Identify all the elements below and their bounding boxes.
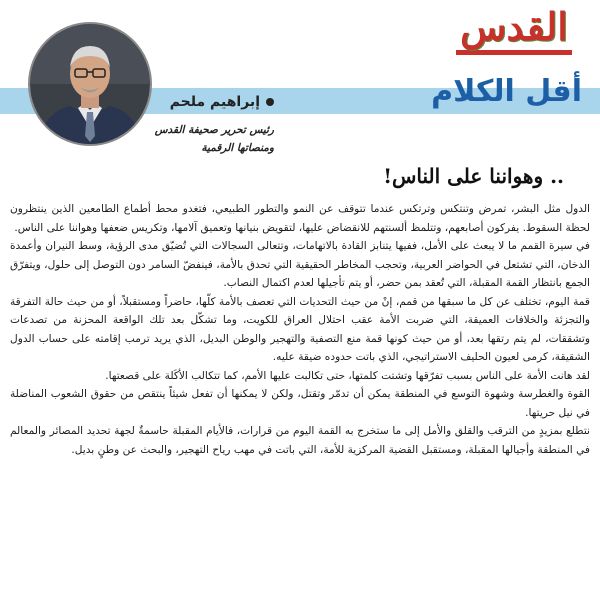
logo-underline [456, 50, 572, 55]
article-paragraph: القوة والغطرسة وشهوة التوسع في المنطقة يمكن أن تدمّر وتقتل، ولكن لا يمكنها أن تفعل شيئاً ينتقص من حقوق الشعوب المناضلة في نيل حريتها. [10, 388, 590, 419]
column-header [0, 0, 600, 154]
article-body [10, 200, 590, 600]
author-photo [28, 22, 152, 146]
article-paragraph: نتطلع بمزيدٍ من الترقب والقلق والأمل إلى ما ستخرج به القمة اليوم من قرارات، فالأيام المقبلة حاسمةٌ لجهة تحديد المصائر والمعالم في المنطقة وأجيالها المقبلة، ومستقبل القضية المركزية للأمة، التي باتت في مهب رياح التهجير، والبحث عن وطنٍ بديل. [10, 425, 590, 456]
newspaper-logo[interactable] [448, 4, 580, 62]
article-headline: .. وهواننا على الناس! [383, 164, 564, 188]
author-portrait-image [30, 24, 150, 144]
article-paragraph: في سيرة القمم ما لا يبعث على الأمل، ففيها يتنابز القادة بالاتهامات، وتتعالى السجالات التي تُضيّق مدى الرؤية، وسط النيران وأعمدة الدخان، التي تشتعل في الحواضر العربية، وتحجب المخاطر الحقيقية التي تحدق بالأمة، فينفضّ السامر دون التوصل إلى حلول، ويتفرّق الجمع بانتظار القمة المقبلة، التي تُعقد بمن حضر، أو يتم تأجيلها لعدم اكتمال النصاب. [10, 240, 590, 289]
newspaper-logo-text: القدس [460, 4, 568, 49]
column-title: أقل الكلام [431, 74, 582, 109]
author-name: إبراهيم ملحم [169, 94, 260, 110]
bullet-icon [266, 98, 274, 106]
article-paragraph: الدول مثل البشر، تمرض وتنتكس وترتكس عندما تتوقف عن النمو والتطور الطبيعي، فتغدو محط أطماع الطامعين الذين ينتظرون لحظة السقوط. يفركون أصابعهم، وتتلمظ ألسنتهم للانقضاض عليها، لتقويض بنيانها وتعميق آلامها، وتكريس ضعفها وهواننا على الناس. [10, 203, 590, 234]
article-paragraph: لقد هانت الأمة على الناس بسبب تفرّقها وتشتت كلمتها، حتى تكالبت عليها الأمم، كما تتكالب الأكَلة على قصعتها. [105, 369, 590, 382]
author-role: رئيس تحرير صحيفة القدس ومنصاتها الرقمية [154, 124, 274, 154]
article-paragraph: قمة اليوم، تختلف عن كل ما سبقها من قمم، إنْ من حيث التحديات التي تعصف بالأمة كلّها، حاضراً ومستقبلاً، أو من حيث حالة التفرقة والتجزئة والخلافات العميقة، التي ضربت الأمة عقب احتلال العراق للكويت، وما تشكّل بعد تلك الواقعة المحزنة من تصدعات وتشققات، لم يتم رتقها بعد، أو من حيث كونها قمة منع التصفية والتهجير والوطن البديل، الذي يريد ترمب إقامته على حساب الدول الشقيقة، كرمى لعيون الحليف الاستراتيجي، الذي باتت حدوده ضيقة عليه. [10, 295, 590, 363]
author-line [170, 92, 274, 112]
